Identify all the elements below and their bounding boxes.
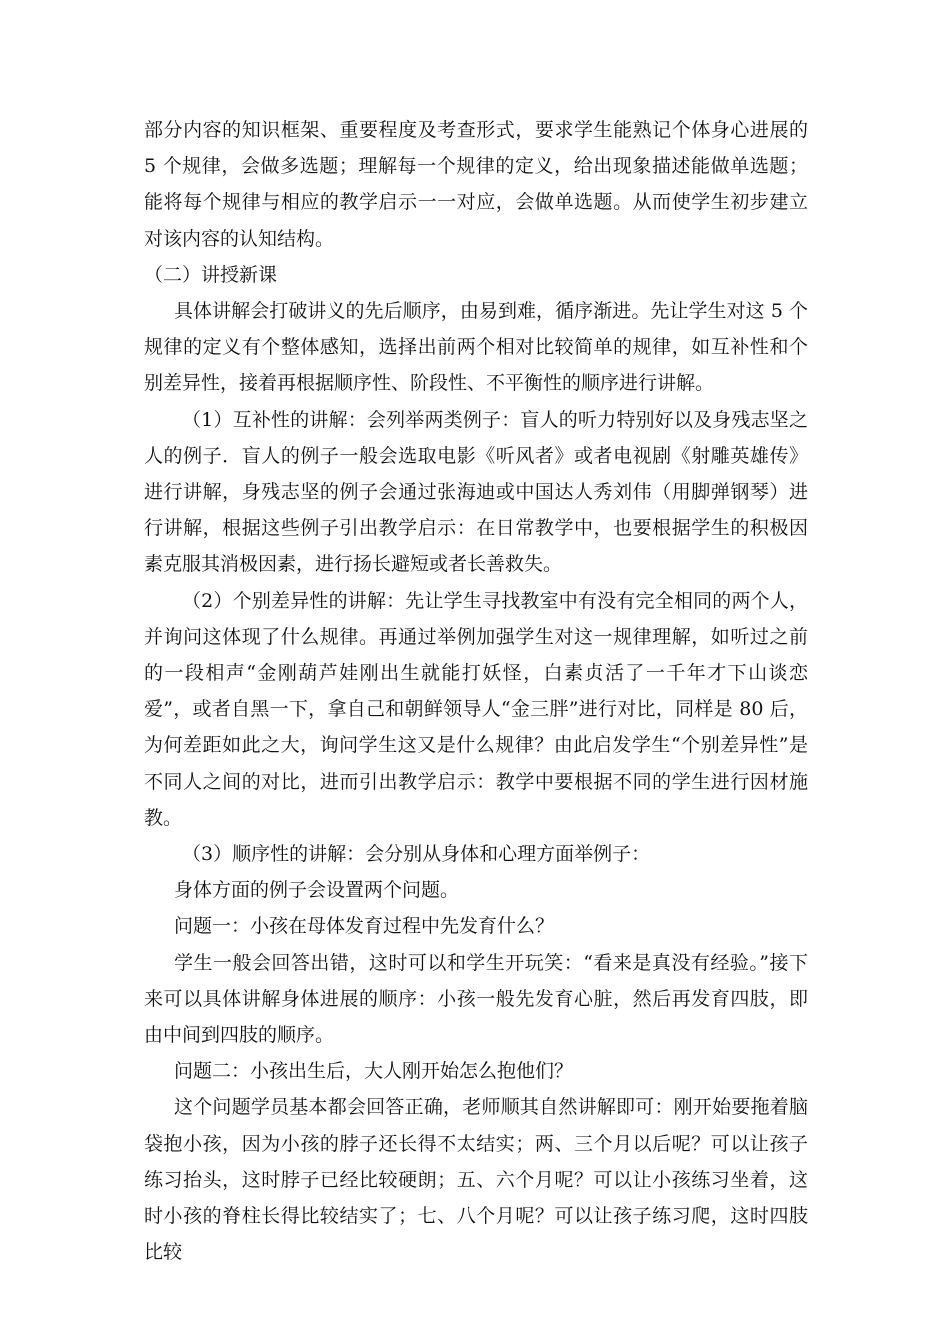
paragraph-answer-two: 这个问题学员基本都会回答正确，老师顺其自然讲解即可：刚开始要拖着脑袋抱小孩，因为小孩的脖子还长得不太结实；两、三个月以后呢？可以让孩子练习抬头，这时脖子已经比较硬朗；五、六个月呢？可以让小孩练习坐着，这时小孩的脊柱长得比较结实了；七、八个月呢？可以让孩子练习爬，这时四肢比较 [144,1096,808,1264]
paragraph-question-one: 问题一：小孩在母体发育过程中先发育什么？ [174,915,555,938]
section-heading-new-lesson: （二）讲授新课 [144,263,278,286]
paragraph-question-two: 问题二：小孩出生后，大人刚开始怎么抱他们？ [174,1060,574,1083]
paragraph-answer-one: 学生一般会回答出错，这时可以和学生开玩笑：“看来是真没有经验。”接下来可以具体讲解身体进展的顺序：小孩一般先发育心脏，然后再发育四肢，即由中间到四肢的顺序。 [144,951,808,1047]
paragraph-body-examples: 身体方面的例子会设置两个问题。 [174,879,460,902]
paragraph-intro-continuation: 部分内容的知识框架、重要程度及考查形式，要求学生能熟记个体身心进展的 5 个规律，会做多选题；理解每一个规律的定义，给出现象描述能做单选题；能将每个规律与相应的教学启示一一对应，会做单选题。从而使学生初步建立对该内容的认知结构。 [144,119,808,250]
paragraph-teaching-order: 具体讲解会打破讲义的先后顺序，由易到难，循序渐进。先让学生对这 5 个规律的定义有个整体感知，选择出前两个相对比较简单的规律，如互补性和个别差异性，接着再根据顺序性、阶段性、不平衡性的顺序进行讲解。 [144,300,808,395]
document-body [144,112,808,1271]
paragraph-individual-difference: （2）个别差异性的讲解：先让学生寻找教室中有没有完全相同的两个人，并询问这体现了什么规律。再通过举例加强学生对这一规律理解，如听过之前的一段相声“金刚葫芦娃刚出生就能打妖怪，白素贞活了一千年才下山谈恋爱”，或者自黑一下，拿自己和朝鲜领导人“金三胖”进行对比，同样是 80 后，为何差距如此之大，询问学生这又是什么规律？由此启发学生“个别差异性”是不同人之间的对比，进而引出教学启示：教学中要根据不同的学生进行因材施教。 [144,589,808,829]
paragraph-sequence-intro: （3）顺序性的讲解：会分别从身体和心理方面举例子： [182,843,651,866]
paragraph-complementarity: （1）互补性的讲解：会列举两类例子：盲人的听力特别好以及身残志坚之人的例子．盲人的例子一般会选取电影《听风者》或者电视剧《射雕英雄传》进行讲解，身残志坚的例子会通过张海迪或中国达人秀刘伟（用脚弹钢琴）进行讲解，根据这些例子引出教学启示：在日常教学中，也要根据学生的积极因素克服其消极因素，进行扬长避短或者长善救失。 [144,408,808,576]
